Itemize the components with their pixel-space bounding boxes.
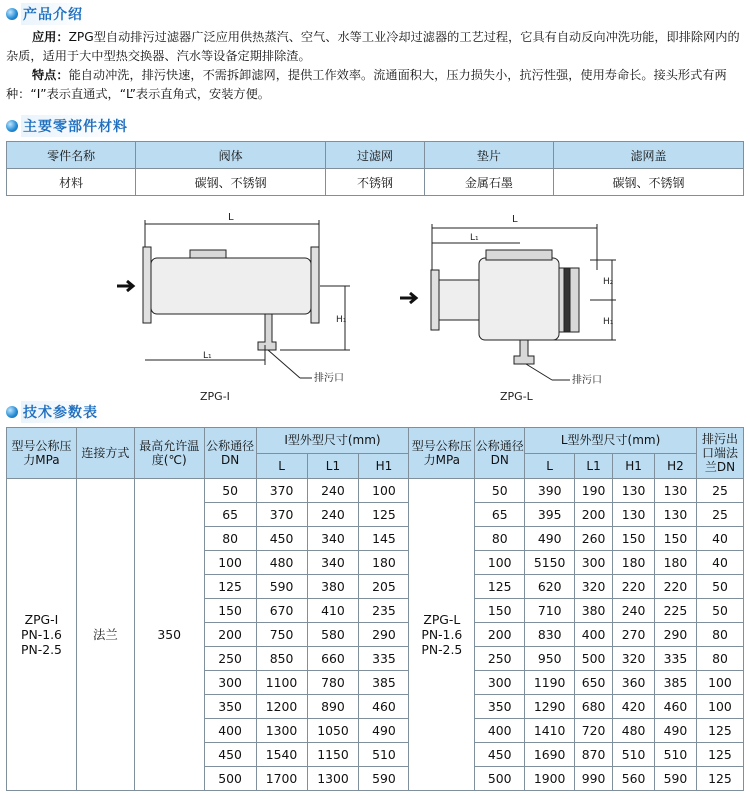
materials-header-cell: 过滤网 [326,142,425,169]
i-l1-cell: 780 [307,671,359,695]
label-l-right: L [512,214,518,225]
i-h1-cell: 510 [359,743,409,767]
l-l1-cell: 500 [575,647,613,671]
l-h1-cell: 480 [613,719,655,743]
dn-right-cell: 400 [475,719,525,743]
dn-left-cell: 80 [204,527,256,551]
header-model-pressure-right: 型号公称压力MPa [409,428,475,479]
dn-left-cell: 150 [204,599,256,623]
materials-cell: 碳钢、不锈钢 [554,169,744,196]
l-h1-cell: 150 [613,527,655,551]
label-h1: H₁ [336,315,347,325]
l-h2-cell: 490 [655,719,697,743]
l-l1-cell: 990 [575,767,613,791]
caption-left: ZPG-I [200,390,230,403]
i-l1-cell: 1150 [307,743,359,767]
dn-right-cell: 450 [475,743,525,767]
flow-arrow-icon [400,293,416,303]
bullet-icon [6,120,18,132]
i-h1-cell: 100 [359,479,409,503]
feature-label: 特点： [32,68,69,82]
i-l1-cell: 380 [307,575,359,599]
l-h1-cell: 420 [613,695,655,719]
l-l1-cell: 260 [575,527,613,551]
header-dn-left: 公称通径DN [204,428,256,479]
label-l1-right: L₁ [470,233,479,243]
l-l1-cell: 300 [575,551,613,575]
header-l-l1: L1 [575,453,613,479]
i-l-cell: 1540 [256,743,307,767]
drain-dn-cell: 40 [696,527,743,551]
i-l1-cell: 340 [307,527,359,551]
i-l1-cell: 1050 [307,719,359,743]
materials-section-header [6,115,134,137]
i-h1-cell: 590 [359,767,409,791]
l-l-cell: 950 [525,647,575,671]
dn-right-cell: 300 [475,671,525,695]
header-drain-dn: 排污出口端法兰DN [696,428,743,479]
header-model-pressure: 型号公称压力MPa [7,428,77,479]
materials-header-cell: 垫片 [424,142,553,169]
connection-cell: 法兰 [76,479,134,791]
l-l1-cell: 680 [575,695,613,719]
l-l1-cell: 190 [575,479,613,503]
intro-section-header [6,3,89,25]
drain-dn-cell: 50 [696,599,743,623]
i-l1-cell: 660 [307,647,359,671]
model-right-cell: ZPG-L PN-1.6 PN-2.5 [409,479,475,791]
materials-table [6,141,744,196]
i-l-cell: 370 [256,479,307,503]
l-h1-cell: 220 [613,575,655,599]
temp-cell: 350 [134,479,204,791]
l-l-cell: 395 [525,503,575,527]
header-i-l: L [256,453,307,479]
i-l-cell: 450 [256,527,307,551]
l-l-cell: 1690 [525,743,575,767]
application-label: 应用： [32,30,69,44]
i-l-cell: 670 [256,599,307,623]
drain-dn-cell: 25 [696,503,743,527]
i-l-cell: 1700 [256,767,307,791]
dn-right-cell: 200 [475,623,525,647]
application-text: ZPG型自动排污过滤器广泛应用供热蒸汽、空气、水等工业冷却过滤器的工艺过程，它具有自动反向冲洗功能，即排除网内的杂质，适用于大中型热交换器、汽水等设备定期排除渣。 [6,30,740,63]
header-l-h1: H1 [613,453,655,479]
drain-label-right: 排污口 [572,375,602,386]
header-i-h1: H1 [359,453,409,479]
i-l-cell: 1100 [256,671,307,695]
dn-left-cell: 250 [204,647,256,671]
specs-header-row-1 [7,428,744,454]
table-row [7,479,744,503]
dn-right-cell: 250 [475,647,525,671]
label-h2-right: H₂ [603,277,614,287]
l-h2-cell: 150 [655,527,697,551]
i-h1-cell: 125 [359,503,409,527]
l-h2-cell: 590 [655,767,697,791]
i-l-cell: 1300 [256,719,307,743]
drain-dn-cell: 125 [696,743,743,767]
caption-right: ZPG-L [500,390,533,403]
drain-dn-cell: 50 [696,575,743,599]
specs-table [6,427,744,791]
l-h1-cell: 270 [613,623,655,647]
i-l-cell: 480 [256,551,307,575]
drain-dn-cell: 25 [696,479,743,503]
l-h2-cell: 225 [655,599,697,623]
zpg-l-diagram [400,214,616,403]
l-h2-cell: 180 [655,551,697,575]
dn-left-cell: 200 [204,623,256,647]
i-l1-cell: 890 [307,695,359,719]
materials-section-title: 主要零部件材料 [21,115,134,137]
l-h1-cell: 510 [613,743,655,767]
i-l1-cell: 410 [307,599,359,623]
dn-left-cell: 500 [204,767,256,791]
materials-data-row [7,169,744,196]
header-l-h2: H2 [655,453,697,479]
intro-text [6,28,744,104]
i-h1-cell: 335 [359,647,409,671]
l-h2-cell: 335 [655,647,697,671]
label-l1: L₁ [203,351,212,361]
feature-paragraph [6,66,744,104]
l-h2-cell: 385 [655,671,697,695]
materials-cell: 碳钢、不锈钢 [136,169,326,196]
header-connection: 连接方式 [76,428,134,479]
l-h2-cell: 130 [655,479,697,503]
flow-arrow-icon [117,281,133,291]
specs-body [7,479,744,791]
header-dn-right: 公称通径DN [475,428,525,479]
specs-section-title: 技术参数表 [21,401,104,423]
dn-right-cell: 100 [475,551,525,575]
bullet-icon [6,8,18,20]
l-h1-cell: 320 [613,647,655,671]
i-h1-cell: 490 [359,719,409,743]
drain-dn-cell: 125 [696,767,743,791]
i-l-cell: 370 [256,503,307,527]
dn-left-cell: 350 [204,695,256,719]
materials-header-cell: 零件名称 [7,142,136,169]
dn-right-cell: 350 [475,695,525,719]
l-l-cell: 490 [525,527,575,551]
i-l1-cell: 580 [307,623,359,647]
i-l-cell: 750 [256,623,307,647]
i-l1-cell: 240 [307,479,359,503]
header-l-dims: L型外型尺寸(mm) [525,428,697,454]
dn-left-cell: 125 [204,575,256,599]
bullet-icon [6,406,18,418]
header-max-temp: 最高允许温度(℃) [134,428,204,479]
materials-cell: 不锈钢 [326,169,425,196]
l-l-cell: 830 [525,623,575,647]
header-i-l1: L1 [307,453,359,479]
l-h2-cell: 290 [655,623,697,647]
label-h1-right: H₁ [603,317,614,327]
dn-right-cell: 125 [475,575,525,599]
l-l-cell: 1900 [525,767,575,791]
l-h1-cell: 130 [613,503,655,527]
l-l1-cell: 650 [575,671,613,695]
drain-label-left: 排污口 [314,373,344,384]
dn-left-cell: 50 [204,479,256,503]
l-l-cell: 620 [525,575,575,599]
l-h1-cell: 180 [613,551,655,575]
l-l1-cell: 720 [575,719,613,743]
diagrams-area [0,210,750,410]
l-h1-cell: 130 [613,479,655,503]
l-l1-cell: 320 [575,575,613,599]
i-l-cell: 1200 [256,695,307,719]
dn-right-cell: 150 [475,599,525,623]
l-l-cell: 1290 [525,695,575,719]
i-l1-cell: 340 [307,551,359,575]
l-h1-cell: 360 [613,671,655,695]
i-l-cell: 850 [256,647,307,671]
specs-section-header [6,401,104,423]
i-h1-cell: 235 [359,599,409,623]
materials-header-row [7,142,744,169]
feature-text: 能自动冲洗，排污快速，不需拆卸滤网，提供工作效率。流通面积大，压力损失小，抗污性强，使用寿命长。接头形式有两种：“I”表示直通式，“L”表示直角式，安装方便。 [6,68,727,101]
materials-header-cell: 滤网盖 [554,142,744,169]
application-paragraph [6,28,744,66]
i-h1-cell: 385 [359,671,409,695]
l-l1-cell: 870 [575,743,613,767]
dn-right-cell: 80 [475,527,525,551]
header-l-l: L [525,453,575,479]
l-l-cell: 5150 [525,551,575,575]
filter-diagrams [0,210,750,410]
header-i-dims: I型外型尺寸(mm) [256,428,409,454]
l-l-cell: 1190 [525,671,575,695]
materials-header-cell: 阀体 [136,142,326,169]
dn-left-cell: 300 [204,671,256,695]
label-l: L [228,212,234,223]
i-l-cell: 590 [256,575,307,599]
l-l-cell: 1410 [525,719,575,743]
dn-left-cell: 450 [204,743,256,767]
l-h2-cell: 510 [655,743,697,767]
drain-dn-cell: 40 [696,551,743,575]
l-l1-cell: 380 [575,599,613,623]
drain-dn-cell: 100 [696,695,743,719]
l-l-cell: 710 [525,599,575,623]
l-h1-cell: 240 [613,599,655,623]
dn-right-cell: 65 [475,503,525,527]
model-left-cell: ZPG-I PN-1.6 PN-2.5 [7,479,77,791]
l-h2-cell: 220 [655,575,697,599]
i-l1-cell: 240 [307,503,359,527]
l-l-cell: 390 [525,479,575,503]
l-h2-cell: 130 [655,503,697,527]
dn-right-cell: 50 [475,479,525,503]
intro-section-title: 产品介绍 [21,3,89,25]
drain-dn-cell: 80 [696,647,743,671]
l-h1-cell: 560 [613,767,655,791]
dn-left-cell: 65 [204,503,256,527]
materials-cell: 材料 [7,169,136,196]
i-h1-cell: 145 [359,527,409,551]
dn-left-cell: 400 [204,719,256,743]
drain-dn-cell: 100 [696,671,743,695]
l-h2-cell: 460 [655,695,697,719]
dn-left-cell: 100 [204,551,256,575]
drain-dn-cell: 80 [696,623,743,647]
i-h1-cell: 460 [359,695,409,719]
l-l1-cell: 200 [575,503,613,527]
zpg-i-diagram [117,212,350,403]
i-h1-cell: 180 [359,551,409,575]
i-l1-cell: 1300 [307,767,359,791]
materials-cell: 金属石墨 [424,169,553,196]
i-h1-cell: 205 [359,575,409,599]
l-l1-cell: 400 [575,623,613,647]
i-h1-cell: 290 [359,623,409,647]
drain-dn-cell: 125 [696,719,743,743]
dn-right-cell: 500 [475,767,525,791]
